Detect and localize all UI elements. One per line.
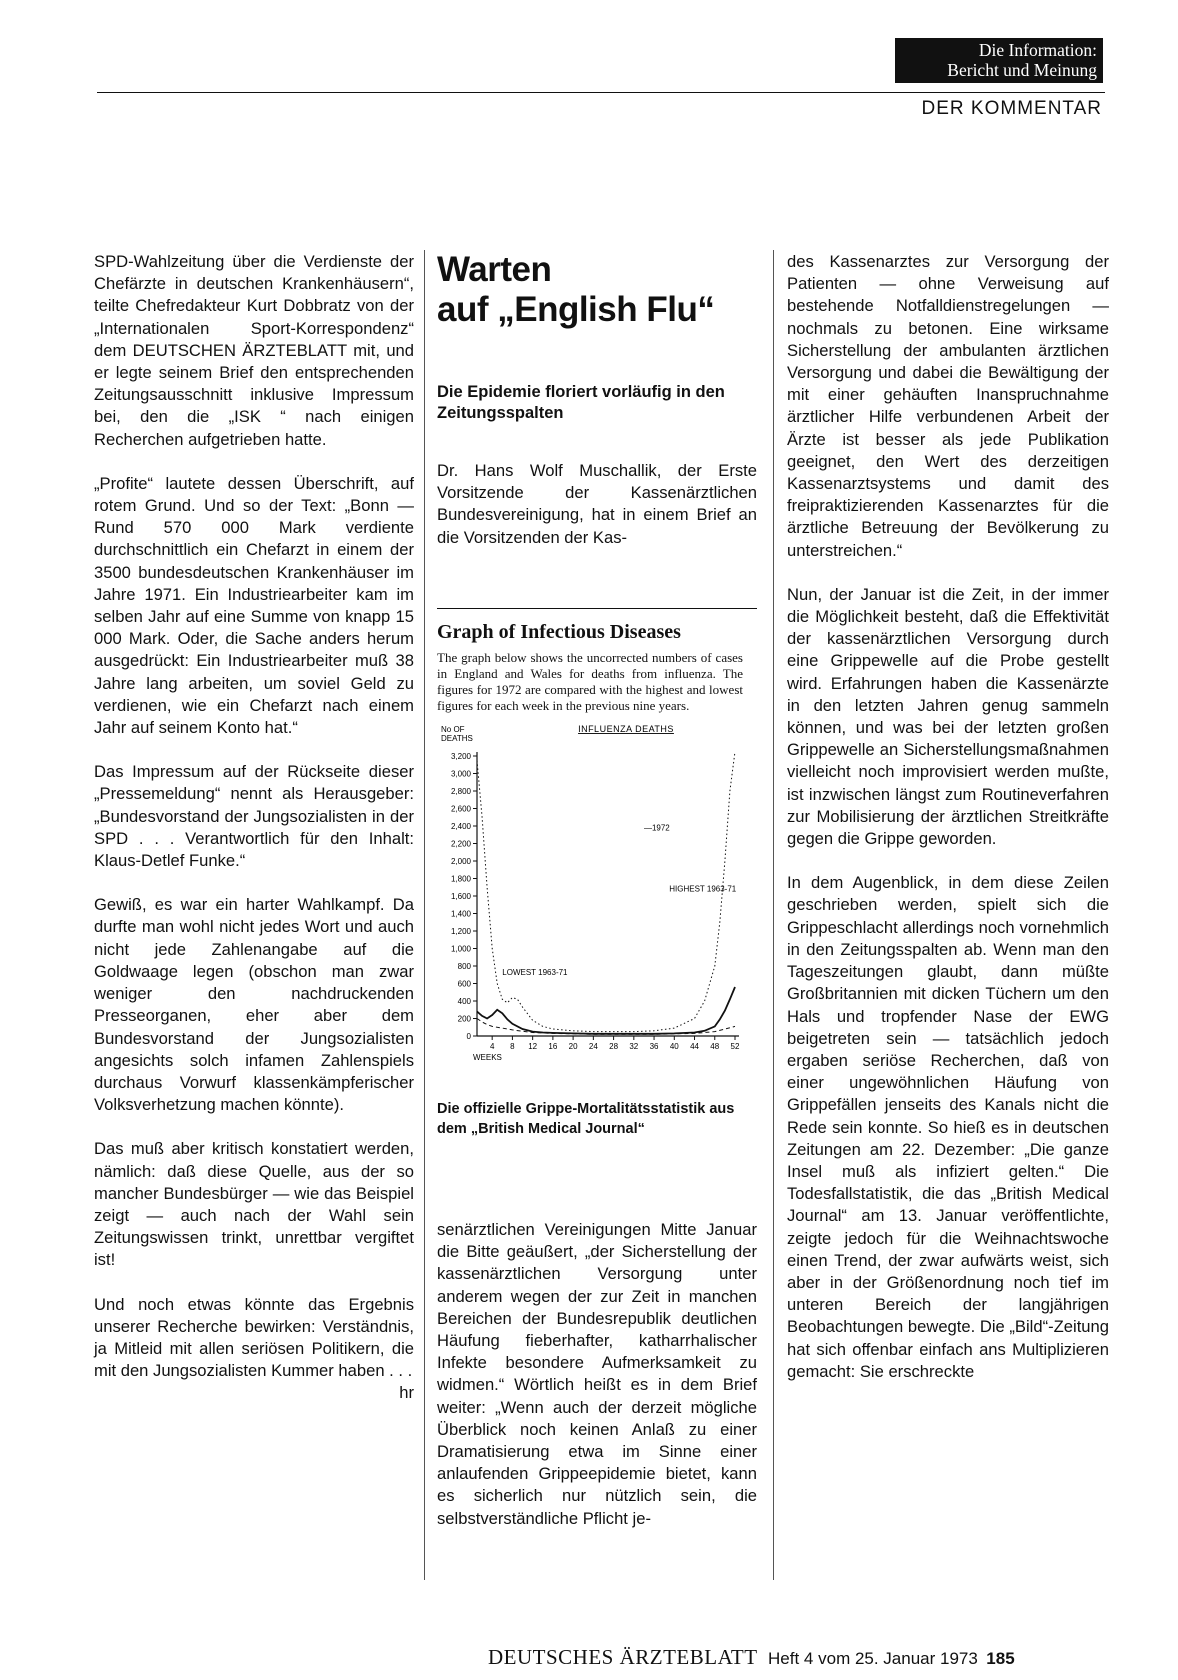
x-tick-label: 44 [690, 1042, 699, 1051]
x-tick-label: 28 [609, 1042, 619, 1051]
figure-title: Graph of Infectious Diseases [437, 621, 681, 643]
col1-paragraph-3: Das Impressum auf der Rückseite dieser „Pressemeldung“ nennt als Herausgeber: „Bundesvorstand der Jungsozialisten in der SPD . . . Verantwortlich für den Inhalt: Klaus-Detlef Funke.“ [94, 762, 414, 871]
page-number: 185 [986, 1649, 1015, 1668]
y-tick-label: 2,400 [450, 822, 471, 831]
x-tick-label: 48 [710, 1042, 720, 1051]
section-badge [895, 38, 1103, 83]
y-tick-label: 2,000 [450, 857, 471, 866]
col3-paragraph-2: Nun, der Januar ist die Zeit, in der immer die Möglichkeit besteht, daß die Effektivität der kassenärztlichen Versorgung durch eine Grippewelle auf die Probe gestellt wird. Erfahrungen haben die Kassenärzte in den letzten Jahren genug sammeln können, und was bei der letzten großen Grippewelle an Sicherstellungsmaßnahmen vielleicht noch improvisiert werden mußte, ist inzwischen längst zum Routineverfahren zur Mobilisierung der ärztlichen Streitkräfte gegen die Grippe geworden. [787, 584, 1109, 849]
col1-paragraph-2: „Profite“ lautete dessen Überschrift, auf rotem Grund. Und so der Text: „Bonn — Rund 570 000 Mark verdiente durchschnittlich ein Chefarzt in einem der 3500 bundesdeutschen Krankenhäuser im Jahre 1971. Ein Industriearbeiter kam im selben Jahr auf eine Summe von knapp 15 000 Mark. Oder, die Sache anders herum ausgedrückt: Ein Industriearbeiter muß 38 Jahre lang arbeiten, um soviel Geld zu verdienen, wie ein Chefarzt nach einem Jahr auf seinem Konto hat.“ [94, 473, 414, 738]
y-tick-label: 1,400 [450, 909, 471, 919]
y-tick-label: 2,600 [450, 804, 471, 814]
y-tick-label: 2,800 [450, 787, 471, 796]
header-rule [97, 92, 1105, 93]
figure-intro: The graph below shows the uncorrected numbers of cases in England and Wales for deaths from influenza. The figures for 1972 are compared with the highest and lowest figures for each week in the previous nine years. [437, 650, 743, 713]
badge-line-1: Die Information: [978, 40, 1097, 60]
headline-line-1: Warten [437, 250, 552, 289]
y-tick-label: 1,800 [450, 874, 471, 884]
column-2-top [437, 460, 757, 571]
column-divider-1 [424, 250, 425, 1580]
column-2-bottom [437, 1219, 757, 1552]
column-3 [787, 251, 1109, 1405]
col1-paragraph-4: Gewiß, es war ein harter Wahlkampf. Da durfte man wohl nicht jedes Wort und auch nicht jede Zahlenangabe auf die Goldwaage legen (obschon man zwar weniger den nachdruckenden Presseorganen, eher aber dem Bundesvorstand der Jungsozialisten angesichts solch infamen Zahlenspiels durchaus Vorwurf klassenkämpferischer Volksverhetzung machen könnte). [94, 895, 414, 1115]
y-tick-label: 200 [457, 1014, 471, 1024]
x-tick-label: 36 [649, 1042, 659, 1051]
x-tick-label: 32 [629, 1042, 639, 1051]
chart-annotation: HIGHEST 1963-71 [669, 884, 737, 894]
y-tick-label: 3,200 [450, 752, 471, 761]
x-tick-label: 52 [730, 1042, 740, 1051]
figure-caption: Die offizielle Grippe-Mortalitätsstatistik aus dem „British Medical Journal“ [437, 1101, 735, 1137]
x-tick-label: 8 [510, 1042, 515, 1051]
col2-paragraph-1: Dr. Hans Wolf Muschallik, der Erste Vorsitzende der Kassenärztlichen Bundesvereinigung, hat in einem Brief an die Vorsitzenden der Kas- [437, 461, 757, 547]
badge-line-2: Bericht und Meinung [947, 60, 1097, 80]
y-tick-label: 3,000 [450, 769, 471, 779]
y-tick-label: 800 [457, 962, 471, 971]
section-label: DER KOMMENTAR [921, 98, 1102, 119]
col3-paragraph-3: In dem Augenblick, in dem diese Zeilen geschrieben werden, spielt sich die Grippeschlacht allerdings noch vornehmlich in den Zeitungsspalten ab. Wenn man den Tageszeitungen glaubt, dann müßte Großbritannien mit dicken Tüchern um den Hals und tropfender Nase der EWG beigetreten sein — tatsächlich jedoch ergaben seriöse Recherchen, daß von einer ungewöhnlichen Häufung von Grippefällen jenseits des Kanals nicht die Rede sein konnte. So hieß es in deutschen Zeitungen am 22. Dezember: „Die ganze Insel muß als infiziert gelten.“ Die Todesfallstatistik, die das „British Medical Journal“ am 13. Januar veröffentlichte, zeigte jedoch für die Weihnachtswoche einen Trend, der zwar aufwärts weist, sich aber in der Größenordnung noch tief im unteren Bereich der langjährigen Beobachtungen bewegte. Die „Bild“-Zeitung hat sich offenbar einfach ans Multiplizieren gemacht: Sie erschreckte [787, 873, 1109, 1381]
col2-paragraph-2: senärztlichen Vereinigungen Mitte Januar die Bitte geäußert, „der Sicherstellung der kassenärztlichen Versorgung unter anderem wegen der zur Zeit in manchen Bereichen der Bundesrepublik deutlichen Häufung fieberhafter, katharrhalischer Infekte besondere Aufmerksamkeit zu widmen.“ Wörtlich heißt es in dem Brief weiter: „Wenn auch der derzeit mögliche Überblick noch keinen Anlaß zu einer Dramatisierung etwa im Sinne einer anlaufenden Grippeepidemie bietet, kann es sicherlich nur nützlich sein, die selbstverständliche Pflicht je- [437, 1220, 757, 1528]
footer-issue: Heft 4 vom 25. Januar 1973 [768, 1649, 978, 1668]
x-tick-label: 40 [669, 1042, 679, 1051]
chart-annotation: LOWEST 1963-71 [502, 967, 568, 977]
article-subhead: Die Epidemie floriert vorläufig in den Zeitungsspalten [437, 383, 725, 422]
x-axis-label: WEEKS [473, 1053, 502, 1062]
y-tick-label: 600 [457, 979, 471, 989]
chart-annotation: —1972 [643, 823, 670, 833]
col1-paragraph-5: Das muß aber kritisch konstatiert werden, nämlich: daß diese Quelle, aus der so mancher Bundesbürger — wie das Beispiel zeigt — auch nach der Wahl sein Zeitungswissen trinkt, unrettbar vergiftet ist! [94, 1139, 414, 1270]
col1-paragraph-1: SPD-Wahlzeitung über die Verdienste der Chefärzte in deutschen Krankenhäusern“, teilte Chefredakteur Kurt Dobbratz von der „Internationalen Sport-Korrespondenz“ dem DEUTSCHEN ÄRZTEBLATT mit, und er legte seinem Brief den entsprechenden Zeitungsausschnitt inklusive Impressum bei, den die „ISK “ nach einigen Recherchen aufgetrieben hatte. [94, 252, 414, 449]
influenza-chart [437, 718, 757, 1090]
figure-box [437, 608, 757, 1139]
article-headline [437, 250, 757, 330]
y-axis-label-2: DEATHS [441, 734, 473, 743]
x-tick-label: 24 [588, 1042, 598, 1051]
author-signature: hr [399, 1383, 414, 1403]
y-tick-label: 400 [457, 997, 471, 1006]
figure-rule [437, 608, 757, 609]
x-tick-label: 4 [489, 1042, 495, 1051]
x-tick-label: 16 [548, 1042, 558, 1051]
col3-paragraph-1: des Kassenarztes zur Versorgung der Patienten — ohne Verweisung auf bestehende Notfalldienstregelungen — nochmals zu betonen. Eine wirksame Sicherstellung der ambulanten ärztlichen Versorgung und dabei die Bewältigung der mit einer gehäuften Inanspruchnahme ärztlicher Hilfe verbundenen Arbeit der Ärzte ist besser als jede Publikation geeignet, den Wert des derzeitigen Kassenarztsystems und damit des freipraktizierenden Kassenarztes für die ärztliche Betreuung der Bevölkerung zu unterstreichen.“ [787, 252, 1109, 560]
y-tick-label: 1,600 [450, 892, 471, 901]
col1-paragraph-6: Und noch etwas könnte das Ergebnis unserer Recherche bewirken: Verständnis, ja Mitleid mit allen seriösen Politikern, die mit den Jungsozialisten Kummer haben . . . [94, 1294, 414, 1381]
column-1 [94, 251, 414, 1405]
y-tick-label: 0 [466, 1032, 471, 1041]
chart-title: INFLUENZA DEATHS [578, 724, 674, 734]
y-axis-label-1: No OF [441, 725, 465, 734]
headline-line-2: auf „English Flu“ [437, 290, 715, 329]
x-tick-label: 20 [568, 1042, 578, 1051]
y-tick-label: 2,200 [450, 839, 471, 849]
page-footer [488, 1645, 1015, 1670]
x-tick-label: 12 [528, 1042, 538, 1051]
y-tick-label: 1,000 [450, 944, 471, 954]
y-tick-label: 1,200 [450, 927, 471, 936]
column-divider-2 [773, 250, 774, 1580]
footer-masthead: DEUTSCHES ÄRZTEBLATT [488, 1645, 758, 1669]
series-line-1972 [477, 987, 735, 1034]
